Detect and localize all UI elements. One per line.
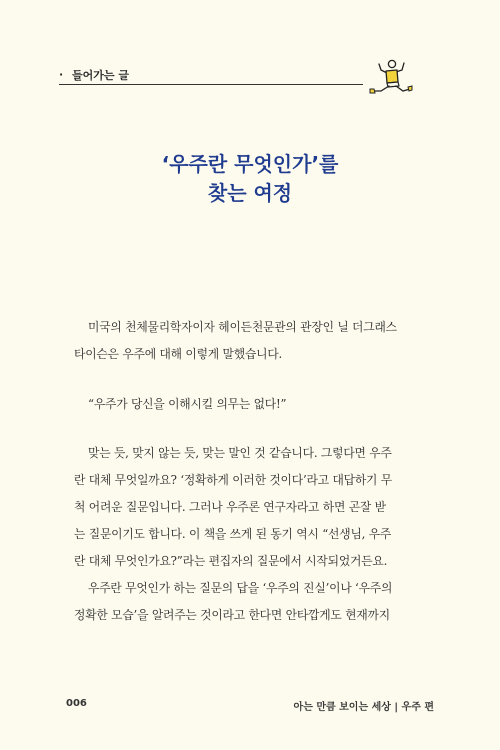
chapter-label: 들어가는 글 (72, 69, 129, 82)
paragraph-line: 정확한 모습’을 알려주는 것이라고 한다면 안타깝게도 현재까지 (74, 608, 390, 622)
paragraph-quote (74, 391, 430, 418)
header-bullet: · (59, 68, 64, 81)
paragraph-line: 타이슨은 우주에 대해 이렇게 말했습니다. (74, 347, 283, 361)
paragraph-line: 척 어려운 질문입니다. 그러나 우주론 연구자라고 하면 곤잘 받 (74, 500, 386, 514)
chapter-header (59, 64, 363, 84)
header-rule (59, 84, 363, 85)
quote-line: “우주가 당신을 이해시킬 의무는 없다!” (88, 397, 287, 411)
page-number: 006 (66, 698, 87, 709)
paragraph-line: 우주란 무엇인가 하는 질문의 답을 ‘우주의 진실’이나 ‘우주의 (88, 581, 393, 595)
paragraph-3 (74, 440, 430, 629)
paragraph-line: 미국의 천체물리학자이자 헤이든천문관의 관장인 닐 더그래스 (88, 320, 397, 334)
paragraph-line: 맞는 듯, 맞지 않는 듯, 맞는 말인 것 같습니다. 그렇다면 우주 (88, 446, 392, 460)
title-line-2: 찾는 여정 (207, 181, 293, 205)
title-line-1: ‘우주란 무엇인가’를 (161, 152, 339, 176)
paragraph-line: 는 질문이기도 합니다. 이 책을 쓰게 된 동기 역시 “선생님, 우주 (74, 527, 392, 541)
paragraph-line: 란 대체 무엇일까요? ‘정확하게 이러한 것이다’라고 대답하기 무 (74, 473, 392, 487)
running-man-icon (367, 58, 413, 98)
chapter-title (0, 150, 500, 208)
book-title: 아는 만큼 보이는 세상 | 우주 편 (293, 702, 434, 713)
paragraph-line: 란 대체 무엇인가요?”라는 편집자의 질문에서 시작되었거든요. (74, 554, 388, 568)
paragraph-1 (74, 314, 430, 368)
